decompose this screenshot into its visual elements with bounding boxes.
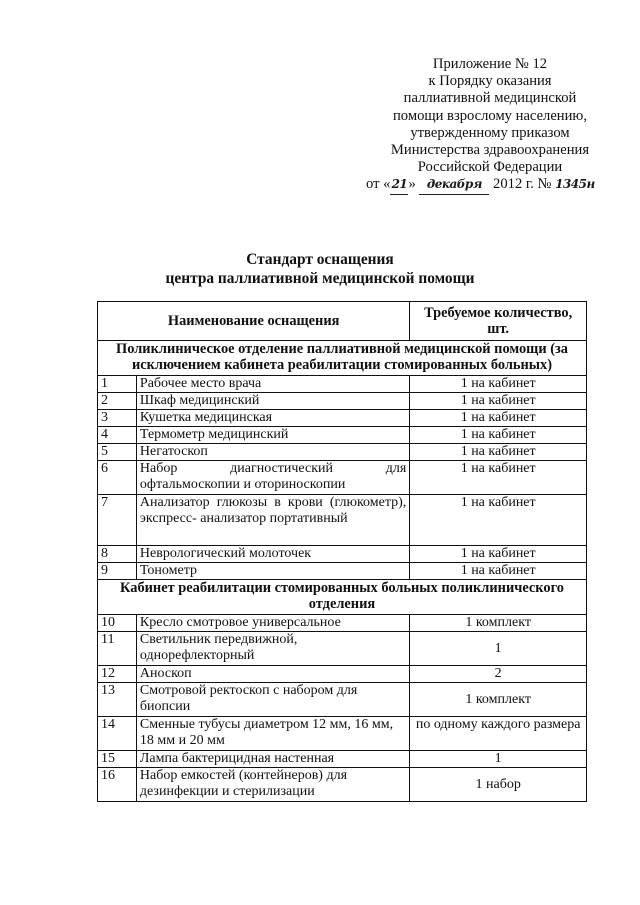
table-header-row [98,302,587,341]
table-row [98,563,587,580]
appendix-line: Приложение № 12 [432,56,548,72]
row-name: Смотровой ректоскоп с набором для биопсии [136,683,409,717]
table-row [98,717,587,751]
row-qty: 1 набор [410,768,587,802]
table-row [98,666,587,683]
row-num: 1 [98,376,137,393]
row-num: 10 [98,615,137,632]
row-num: 4 [98,427,137,444]
header-qty: Требуемое количество, шт. [410,302,587,341]
table-row [98,427,587,444]
order-date-line [366,176,610,194]
section-title: Поликлиническое отделение паллиативной медицинской помощи (за исключением кабинета реабилитации стомированных больных) [98,341,587,376]
year-text: 2012 г. № [493,176,552,193]
row-qty: 1 на кабинет [410,393,587,410]
row-num: 7 [98,495,137,546]
row-num: 2 [98,393,137,410]
row-name: Набор емкостей (контейнеров) для дезинфекции и стерилизации [136,768,409,802]
row-num: 15 [98,751,137,768]
row-qty: 1 комплект [410,615,587,632]
equipment-table [97,301,587,802]
row-name: Аноскоп [136,666,409,683]
appendix-line: утвержденному приказом [410,124,570,141]
page-title [0,250,640,288]
table-row [98,495,587,546]
row-num: 16 [98,768,137,802]
section-row [98,580,587,615]
table-row [98,410,587,427]
row-name: Негатоскоп [136,444,409,461]
row-num: 3 [98,410,137,427]
row-qty: 1 на кабинет [410,563,587,580]
section-title: Кабинет реабилитации стомированных больных поликлинического отделения [98,580,587,615]
row-num: 12 [98,666,137,683]
section-row [98,341,587,376]
row-num: 5 [98,444,137,461]
table-row [98,751,587,768]
appendix-line: Министерства здравоохранения [390,142,590,159]
row-name: Неврологический молоточек [136,546,409,563]
table-row [98,615,587,632]
row-qty: 1 [410,751,587,768]
row-qty: 1 комплект [410,683,587,717]
row-num: 6 [98,461,137,495]
row-qty: 1 на кабинет [410,495,587,546]
table-row [98,444,587,461]
row-qty: 2 [410,666,587,683]
row-name: Тонометр [136,563,409,580]
row-qty: 1 на кабинет [410,376,587,393]
row-name: Термометр медицинский [136,427,409,444]
table-row [98,546,587,563]
row-num: 14 [98,717,137,751]
row-num: 8 [98,546,137,563]
handwritten-month: декабря [419,176,489,194]
row-name: Кресло смотровое универсальное [136,615,409,632]
table-row [98,393,587,410]
row-qty: 1 на кабинет [410,410,587,427]
appendix-line: к Порядку оказания [428,73,552,90]
from-prefix: от « [366,176,391,193]
row-name: Сменные тубусы диаметром 12 мм, 16 мм, 18 мм и 20 мм [136,717,409,751]
handwritten-order-number: 1345н [555,177,595,192]
title-line-2: центра паллиативной медицинской помощи [165,270,475,287]
appendix-line: помощи взрослому населению, [393,107,587,124]
appendix-header [366,56,610,194]
row-num: 11 [98,632,137,666]
row-qty: 1 на кабинет [410,444,587,461]
row-name: Набор диагностический для офтальмоскопии и оториноскопии [136,461,409,495]
row-name: Анализатор глюкозы в крови (глюкометр), экспресс- анализатор портативный [136,495,409,546]
row-qty: по одному каждого размера [410,717,587,751]
row-qty: 1 на кабинет [410,546,587,563]
table-row [98,768,587,802]
title-line-1: Стандарт оснащения [246,251,394,268]
table-row [98,683,587,717]
row-name: Шкаф медицинский [136,393,409,410]
header-name: Наименование оснащения [98,302,410,341]
handwritten-day: 21 [390,176,408,194]
row-num: 13 [98,683,137,717]
row-qty: 1 [410,632,587,666]
row-name: Светильник передвижной, однорефлекторный [136,632,409,666]
appendix-line: паллиативной медицинской [403,90,577,107]
table-row [98,461,587,495]
row-name: Лампа бактерицидная настенная [136,751,409,768]
row-qty: 1 на кабинет [410,427,587,444]
row-num: 9 [98,563,137,580]
row-qty: 1 на кабинет [410,461,587,495]
appendix-line: Российской Федерации [417,159,563,176]
row-name: Кушетка медицинская [136,410,409,427]
table-row [98,376,587,393]
row-name: Рабочее место врача [136,376,409,393]
table-row [98,632,587,666]
date-close: » [408,176,416,193]
